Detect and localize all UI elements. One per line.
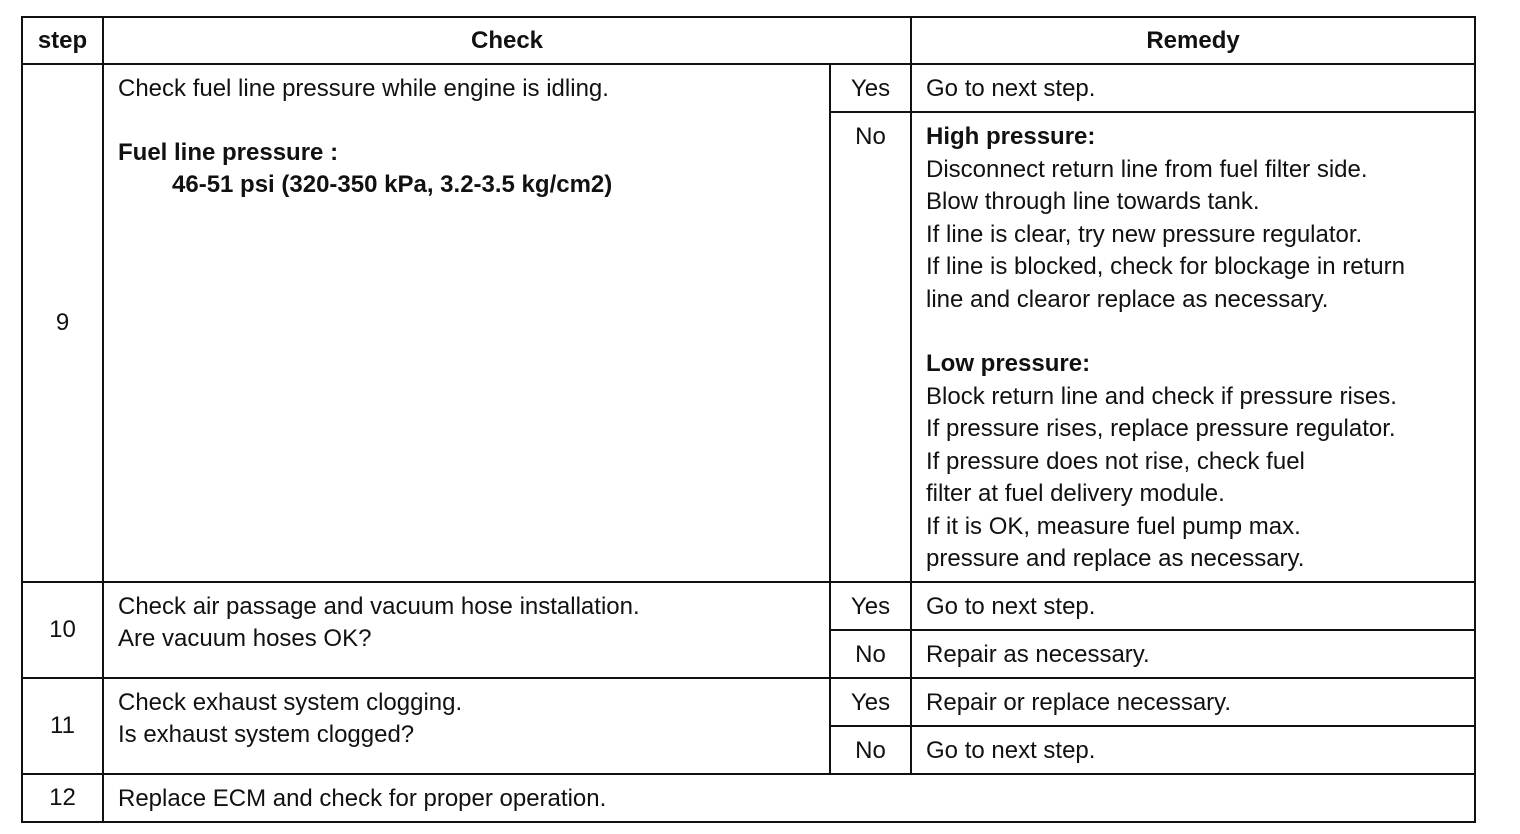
remedy-line: If it is OK, measure fuel pump max.	[926, 512, 1301, 540]
check-line: Check exhaust system clogging.	[118, 689, 463, 716]
remedy-line: filter at fuel delivery module.	[926, 480, 1225, 507]
table-row	[22, 774, 1475, 822]
header-row	[22, 17, 1475, 64]
step-number: 12	[22, 774, 103, 822]
header-check: Check	[103, 17, 911, 64]
no-label: No	[830, 112, 911, 582]
remedy-line: If line is clear, try new pressure regulator.	[926, 220, 1363, 248]
table-row	[22, 678, 1475, 726]
remedy-line: line and clearor replace as necessary.	[926, 285, 1329, 313]
remedy-line: Block return line and check if pressure rises.	[926, 382, 1397, 410]
step-number: 10	[22, 582, 103, 678]
remedy-line: Disconnect return line from fuel filter side.	[926, 155, 1368, 183]
check-line: Is exhaust system clogged?	[118, 721, 415, 748]
check-cell	[103, 678, 830, 774]
check-text: Check fuel line pressure while engine is idling.	[118, 75, 609, 102]
remedy-line: If line is blocked, check for blockage in return	[926, 253, 1405, 280]
check-line: Are vacuum hoses OK?	[118, 625, 372, 652]
check-cell	[103, 64, 830, 582]
no-label: No	[830, 630, 911, 678]
remedy-no: Go to next step.	[911, 726, 1475, 774]
yes-label: Yes	[830, 582, 911, 630]
spec-title: Fuel line pressure :	[118, 139, 339, 166]
yes-label: Yes	[830, 678, 911, 726]
remedy-no	[911, 112, 1475, 582]
remedy-line: If pressure does not rise, check fuel	[926, 447, 1305, 475]
yes-label: Yes	[830, 64, 911, 112]
diagnostic-table	[21, 16, 1476, 823]
check-line: Check air passage and vacuum hose installation.	[118, 593, 640, 620]
low-pressure-title: Low pressure:	[926, 350, 1091, 377]
high-pressure-title: High pressure:	[926, 123, 1096, 150]
remedy-no: Repair as necessary.	[911, 630, 1475, 678]
step-number: 9	[22, 64, 103, 582]
table-row	[22, 64, 1475, 112]
remedy-line: If pressure rises, replace pressure regulator.	[926, 415, 1396, 442]
remedy-yes: Go to next step.	[911, 64, 1475, 112]
step-number: 11	[22, 678, 103, 774]
remedy-yes: Repair or replace necessary.	[911, 678, 1475, 726]
spec-value: 46-51 psi (320-350 kPa, 3.2-3.5 kg/cm2)	[172, 171, 613, 198]
remedy-line: pressure and replace as necessary.	[926, 545, 1305, 572]
remedy-yes: Go to next step.	[911, 582, 1475, 630]
check-cell	[103, 582, 830, 678]
no-label: No	[830, 726, 911, 774]
remedy-line: Blow through line towards tank.	[926, 188, 1260, 215]
header-step: step	[22, 17, 103, 64]
table-row	[22, 582, 1475, 630]
header-remedy: Remedy	[911, 17, 1475, 64]
check-cell: Replace ECM and check for proper operation.	[103, 774, 1475, 822]
